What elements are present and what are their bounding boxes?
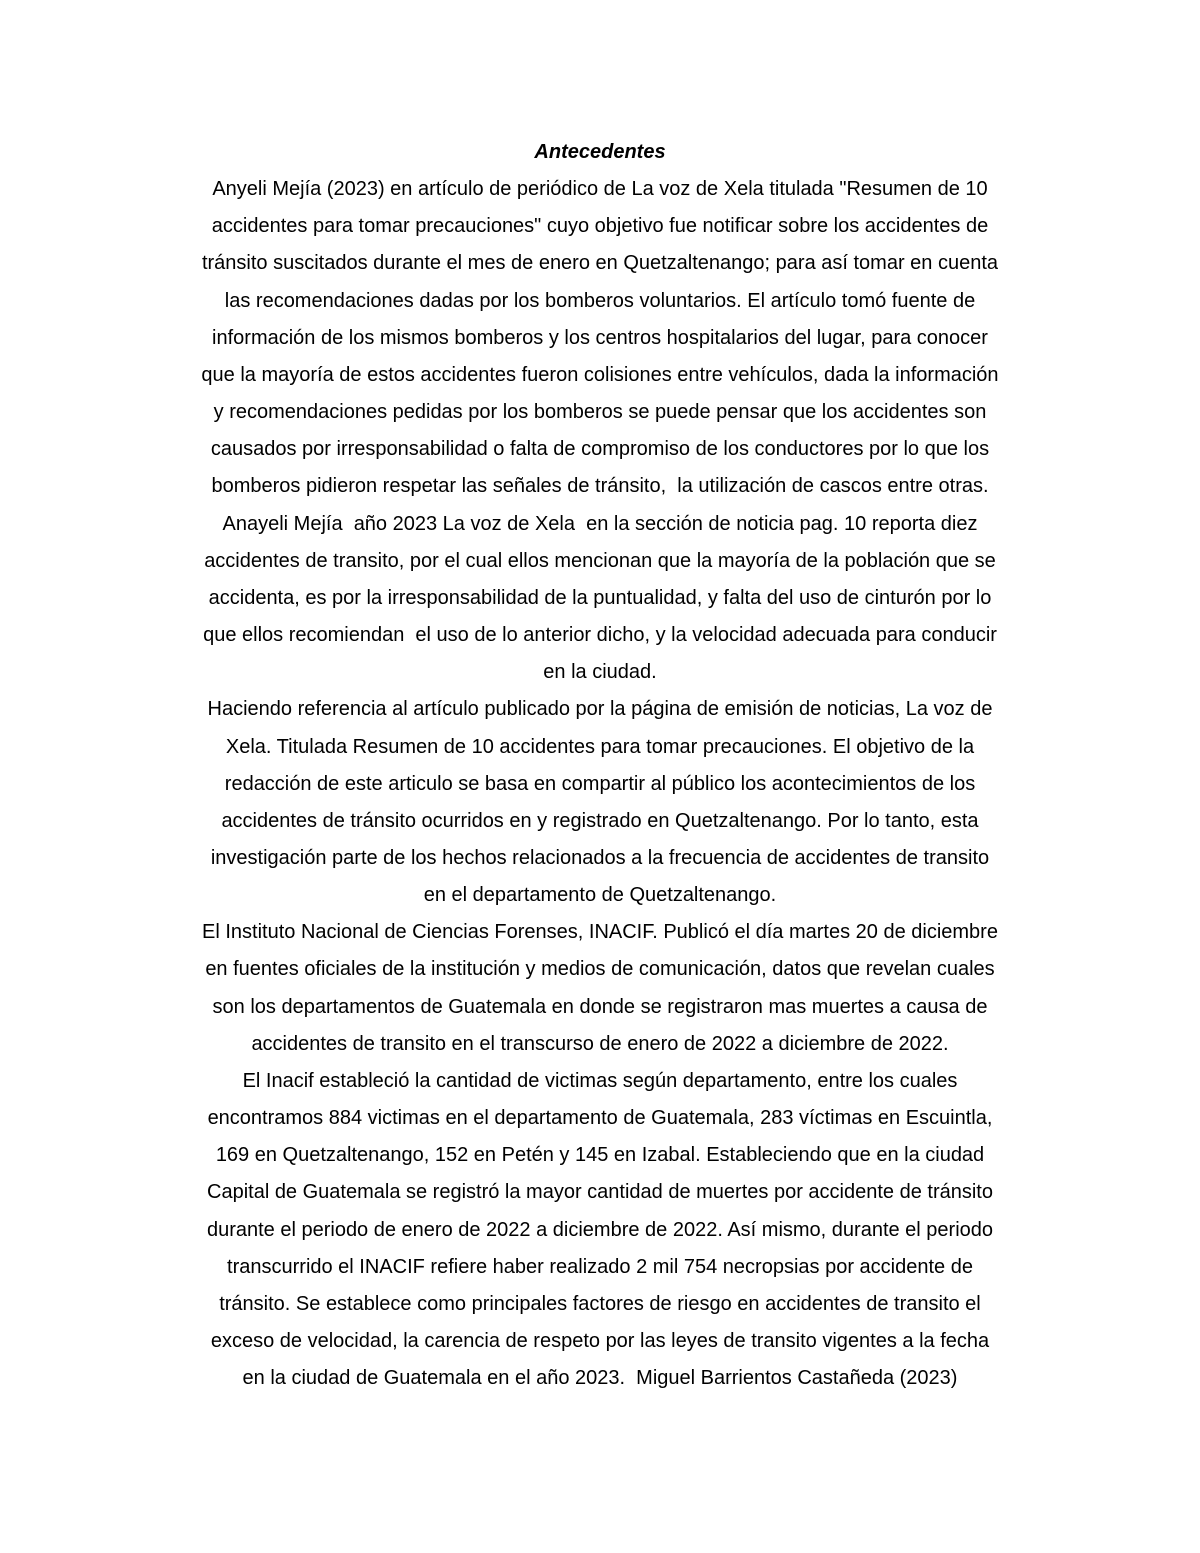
paragraph-line: en fuentes oficiales de la institución y medios de comunicación, datos que revelan cuales [205, 958, 995, 981]
paragraph-line: que la mayoría de estos accidentes fueron colisiones entre vehículos, dada la información [201, 363, 999, 386]
paragraph [0, 171, 1200, 505]
paragraph-line: las recomendaciones dadas por los bomberos voluntarios. El artículo tomó fuente de [224, 289, 976, 312]
paragraph [0, 506, 1200, 692]
paragraph-line: transcurrido el INACIF refiere haber realizado 2 mil 754 necropsias por accidente de [227, 1255, 973, 1278]
paragraph-line: son los departamentos de Guatemala en donde se registraron mas muertes a causa de [212, 995, 988, 1018]
paragraph [0, 914, 1200, 1063]
paragraph-line: en la ciudad. [543, 661, 657, 684]
paragraph-line: y recomendaciones pedidas por los bomberos se puede pensar que los accidentes son [213, 401, 987, 424]
paragraph-line: información de los mismos bomberos y los centros hospitalarios del lugar, para conocer [212, 326, 988, 349]
document-title: Antecedentes [534, 141, 666, 163]
paragraph-line: accidentes para tomar precauciones" cuyo objetivo fue notificar sobre los accidentes de [211, 215, 989, 238]
paragraph-line: accidenta, es por la irresponsabilidad de la puntualidad, y falta del uso de cinturón por lo [208, 586, 992, 609]
paragraph-line: Anayeli Mejía año 2023 La voz de Xela en la sección de noticia pag. 10 reporta diez [222, 512, 978, 535]
paragraph-line: tránsito. Se establece como principales factores de riesgo en accidentes de transito el [219, 1292, 981, 1315]
paragraph [0, 691, 1200, 914]
paragraph-line: Capital de Guatemala se registró la mayor cantidad de muertes por accidente de tránsito [207, 1181, 993, 1204]
paragraph-list [0, 171, 1200, 1397]
paragraph-line: bomberos pidieron respetar las señales de tránsito, la utilización de cascos entre otras. [211, 475, 989, 498]
paragraph-line: en la ciudad de Guatemala en el año 2023. Miguel Barrientos Castañeda (2023) [242, 1367, 958, 1390]
paragraph-line: exceso de velocidad, la carencia de respeto por las leyes de transito vigentes a la fecha [210, 1330, 990, 1352]
paragraph-line: durante el periodo de enero de 2022 a diciembre de 2022. Así mismo, durante el periodo [206, 1218, 994, 1241]
paragraph-line: encontramos 884 victimas en el departamento de Guatemala, 283 víctimas en Escuintla, [207, 1107, 993, 1130]
paragraph-line: investigación parte de los hechos relacionados a la frecuencia de accidentes de transito [210, 846, 990, 869]
paragraph [0, 1063, 1200, 1397]
document-body [0, 134, 1200, 1397]
paragraph-line: Anyeli Mejía (2023) en artículo de periódico de La voz de Xela titulada "Resumen de 10 [212, 178, 988, 201]
paragraph-line: Xela. Titulada Resumen de 10 accidentes para tomar precauciones. El objetivo de la [225, 735, 975, 758]
paragraph-line: El Inacif estableció la cantidad de victimas según departamento, entre los cuales [242, 1069, 958, 1092]
paragraph-line: Haciendo referencia al artículo publicado por la página de emisión de noticias, La voz de [207, 698, 993, 721]
paragraph-line: causados por irresponsabilidad o falta de compromiso de los conductores por lo que los [210, 438, 990, 461]
paragraph-line: tránsito suscitados durante el mes de enero en Quetzaltenango; para así tomar en cuenta [201, 252, 999, 275]
paragraph-line: accidentes de transito en el transcurso de enero de 2022 a diciembre de 2022. [251, 1032, 949, 1055]
paragraph-line: redacción de este articulo se basa en compartir al público los acontecimientos de los [224, 772, 976, 795]
paragraph-line: accidentes de transito, por el cual ellos mencionan que la mayoría de la población que se [204, 549, 996, 572]
paragraph-line: que ellos recomiendan el uso de lo anterior dicho, y la velocidad adecuada para conducir [203, 624, 997, 647]
paragraph-line: 169 en Quetzaltenango, 152 en Petén y 145 en Izabal. Estableciendo que en la ciudad [215, 1144, 985, 1167]
paragraph-line: El Instituto Nacional de Ciencias Forenses, INACIF. Publicó el día martes 20 de diciembre [202, 921, 998, 944]
paragraph-line: accidentes de tránsito ocurridos en y registrado en Quetzaltenango. Por lo tanto, esta [221, 809, 979, 832]
paragraph-line: en el departamento de Quetzaltenango. [423, 884, 777, 907]
